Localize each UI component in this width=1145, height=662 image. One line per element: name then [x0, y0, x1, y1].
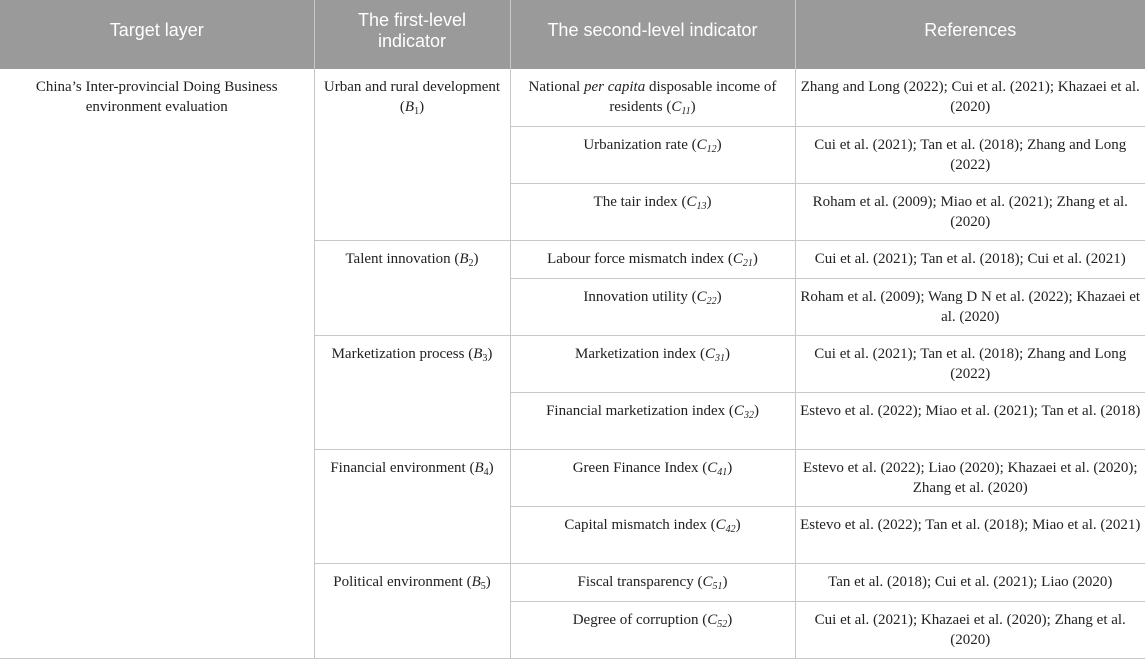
first-level-subscript: 5 [480, 580, 486, 592]
first-level-symbol: B [473, 345, 483, 362]
second-level-subscript: 22 [706, 295, 717, 307]
second-level-label: The tair index [593, 193, 678, 210]
first-level-label: Urban and rural development [323, 79, 501, 95]
second-level-symbol: C [707, 459, 718, 476]
second-level-label: Marketization index [575, 345, 697, 362]
first-level-label: Financial environment [330, 459, 466, 476]
first-level-label: Political environment [333, 573, 463, 590]
header-row [0, 0, 1145, 69]
second-level-label: Innovation utility [583, 288, 688, 305]
second-level-symbol: C [671, 99, 682, 115]
header-first-level-indicator: The first-level indicator [314, 0, 510, 69]
target-layer-cell: China’s Inter-provincial Doing Business environment evaluation [0, 69, 314, 658]
second-level-cell: Degree of corruption $(C_{52})$ [510, 601, 795, 658]
references-cell: Cui et al. (2021); Tan et al. (2018); Cui et al. (2021) [795, 240, 1145, 278]
second-level-symbol: C [732, 250, 743, 267]
references-cell: Zhang and Long (2022); Cui et al. (2021); Khazaei et al. (2020) [795, 69, 1145, 126]
table-body [0, 69, 1145, 658]
second-level-subscript: 52 [717, 618, 728, 630]
second-level-cell: Financial marketization index $(C_{32})$ [510, 392, 795, 449]
second-level-cell: Innovation utility $(C_{22})$ [510, 278, 795, 335]
header-target-layer: Target layer [0, 0, 314, 69]
second-level-cell: The tair index $(C_{13})$ [510, 183, 795, 240]
first-level-symbol: B [404, 99, 415, 115]
second-level-label: Capital mismatch index [564, 516, 707, 533]
second-level-subscript: 12 [706, 143, 717, 155]
second-level-subscript: 21 [742, 257, 753, 269]
references-cell: Roham et al. (2009); Miao et al. (2021); Zhang et al. (2020) [795, 183, 1145, 240]
first-level-symbol: B [471, 573, 481, 590]
header-references: References [795, 0, 1145, 69]
first-level-label: Talent innovation [345, 250, 451, 267]
second-level-symbol: C [686, 193, 697, 210]
first-level-cell: Urban and rural development $(B_1)$ [314, 69, 510, 240]
second-level-symbol: C [702, 573, 713, 590]
first-level-symbol: B [474, 459, 484, 476]
second-level-label: Degree of corruption [572, 611, 699, 628]
first-level-cell: Political environment $(B_5)$ [314, 563, 510, 658]
second-level-label-pre: National [528, 79, 581, 95]
second-level-subscript: 42 [725, 523, 736, 535]
references-cell: Cui et al. (2021); Khazaei et al. (2020); Zhang et al. (2020) [795, 601, 1145, 658]
second-level-label-post: disposable income of residents [609, 79, 777, 115]
first-level-label: Marketization process [331, 345, 465, 362]
second-level-label: Financial marketization index [546, 402, 726, 419]
second-level-label-italic: per capita [583, 79, 646, 95]
second-level-symbol: C [696, 288, 707, 305]
second-level-cell: Marketization index $(C_{31})$ [510, 335, 795, 392]
references-cell: Estevo et al. (2022); Miao et al. (2021); Tan et al. (2018) [795, 392, 1145, 449]
second-level-subscript: 11 [681, 106, 691, 117]
table-row [0, 69, 1145, 126]
second-level-label: Green Finance Index [572, 459, 699, 476]
second-level-label: Fiscal transparency [577, 573, 694, 590]
second-level-cell: National per capita disposable income of residents $(C_{11})$ [510, 69, 795, 126]
references-cell: Tan et al. (2018); Cui et al. (2021); Liao (2020) [795, 563, 1145, 601]
first-level-subscript: 3 [482, 352, 488, 364]
second-level-symbol: C [715, 516, 726, 533]
second-level-symbol: C [704, 345, 715, 362]
second-level-subscript: 32 [743, 409, 754, 421]
references-cell: Estevo et al. (2022); Tan et al. (2018); Miao et al. (2021) [795, 506, 1145, 563]
references-cell: Roham et al. (2009); Wang D N et al. (2022); Khazaei et al. (2020) [795, 278, 1145, 335]
second-level-label: Urbanization rate [583, 136, 688, 153]
first-level-symbol: B [459, 250, 469, 267]
first-level-cell: Talent innovation $(B_2)$ [314, 240, 510, 335]
header-second-level-indicator: The second-level indicator [510, 0, 795, 69]
second-level-subscript: 31 [714, 352, 725, 364]
second-level-subscript: 41 [717, 466, 728, 478]
second-level-label: Labour force mismatch index [547, 250, 725, 267]
second-level-cell: Labour force mismatch index $(C_{21})$ [510, 240, 795, 278]
references-cell: Cui et al. (2021); Tan et al. (2018); Zhang and Long (2022) [795, 335, 1145, 392]
second-level-subscript: 13 [696, 200, 707, 212]
references-cell: Estevo et al. (2022); Liao (2020); Khazaei et al. (2020); Zhang et al. (2020) [795, 449, 1145, 506]
second-level-cell: Fiscal transparency $(C_{51})$ [510, 563, 795, 601]
second-level-symbol: C [696, 136, 707, 153]
first-level-cell: Financial environment $(B_4)$ [314, 449, 510, 563]
first-level-subscript: 2 [468, 257, 474, 269]
second-level-subscript: 51 [712, 580, 723, 592]
second-level-cell: Green Finance Index $(C_{41})$ [510, 449, 795, 506]
table-header [0, 0, 1145, 69]
second-level-symbol: C [707, 611, 718, 628]
second-level-symbol: C [733, 402, 744, 419]
first-level-subscript: 4 [483, 466, 489, 478]
references-cell: Cui et al. (2021); Tan et al. (2018); Zhang and Long (2022) [795, 126, 1145, 183]
second-level-cell: Urbanization rate $(C_{12})$ [510, 126, 795, 183]
first-level-subscript: 1 [414, 106, 420, 117]
second-level-cell: Capital mismatch index $(C_{42})$ [510, 506, 795, 563]
first-level-cell: Marketization process $(B_3)$ [314, 335, 510, 449]
